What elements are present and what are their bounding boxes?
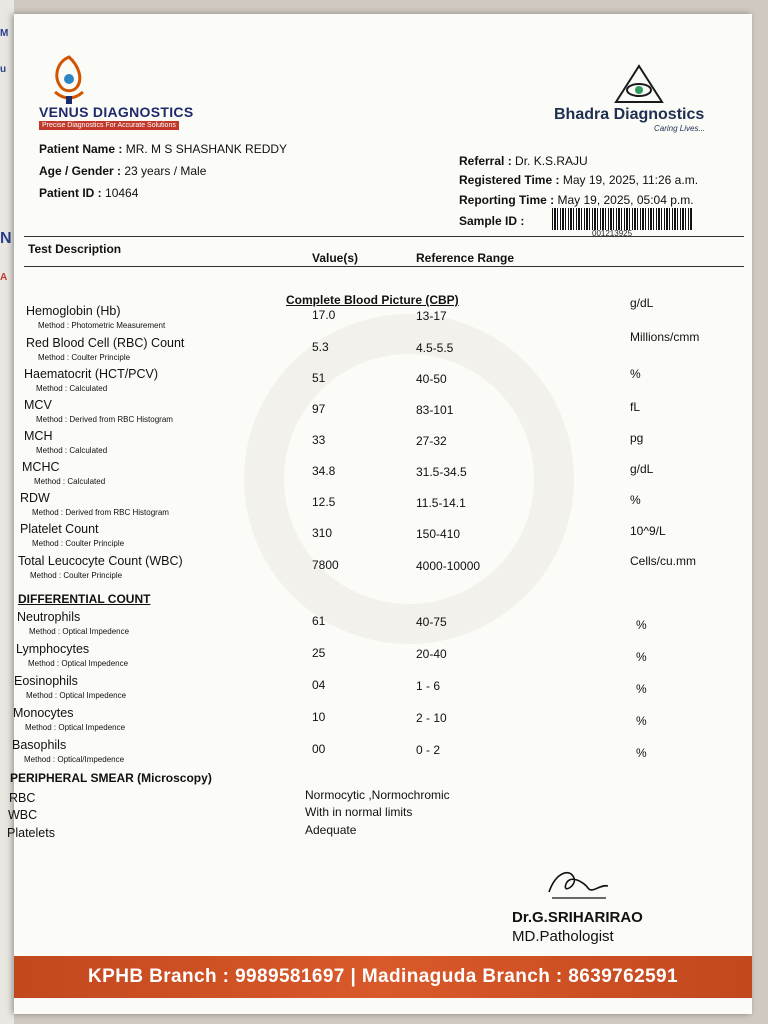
test-value: 33	[312, 433, 326, 447]
test-method: Method : Coulter Principle	[30, 571, 123, 580]
test-range: 83-101	[416, 403, 454, 417]
test-unit: %	[630, 493, 641, 507]
test-range: 1 - 6	[416, 679, 441, 693]
section-title-cbp: Complete Blood Picture (CBP)	[286, 293, 459, 307]
smear-label: RBC	[9, 791, 36, 805]
test-method: Method : Coulter Principle	[32, 539, 125, 548]
test-unit: g/dL	[630, 462, 654, 476]
test-unit: Cells/cu.mm	[630, 554, 697, 568]
background-document-edge	[0, 0, 14, 1024]
divider	[24, 266, 744, 267]
test-method: Method : Calculated	[36, 384, 108, 393]
test-range: 20-40	[416, 647, 447, 661]
smear-value: Normocytic ,Normochromic	[305, 788, 450, 802]
test-range: 2 - 10	[416, 711, 447, 725]
test-value: 10	[312, 710, 326, 724]
test-value: 5.3	[312, 340, 329, 354]
test-unit: 10^9/L	[630, 524, 666, 538]
test-name: Haematocrit (HCT/PCV)	[24, 367, 159, 381]
doctor-title: MD.Pathologist	[512, 928, 614, 945]
lab-name: VENUS DIAGNOSTICS	[39, 104, 194, 120]
reporting-time: May 19, 2025, 05:04 p.m.	[557, 193, 694, 207]
signature	[544, 864, 614, 904]
patient-name: MR. M S SHASHANK REDDY	[125, 142, 288, 156]
test-unit: %	[636, 714, 647, 728]
patient-name-row	[39, 142, 287, 156]
test-name: Neutrophils	[17, 610, 81, 624]
test-unit: %	[636, 650, 647, 664]
test-value: 00	[312, 742, 326, 756]
referral-label: Referral :	[459, 154, 512, 168]
test-range: 40-75	[416, 615, 447, 629]
edge-text: M	[0, 28, 9, 39]
test-method: Method : Optical Impedence	[28, 659, 129, 668]
test-value: 310	[312, 526, 333, 540]
test-method: Method : Derived from RBC Histogram	[32, 508, 169, 517]
sample-barcode-number: 001213925	[592, 229, 633, 238]
patient-id-label: Patient ID :	[39, 186, 102, 200]
bhadra-eye-icon	[614, 64, 664, 106]
test-value: 17.0	[312, 308, 336, 322]
test-name: MCV	[24, 398, 52, 412]
test-range: 4000-10000	[416, 559, 481, 573]
test-method: Method : Calculated	[36, 446, 108, 455]
smear-label: Platelets	[7, 826, 55, 840]
footer-branches: KPHB Branch : 9989581697 | Madinaguda Branch : 8639762591	[14, 956, 752, 998]
section-title-differential: DIFFERENTIAL COUNT	[18, 592, 151, 606]
test-value: 25	[312, 646, 326, 660]
age-gender: 23 years / Male	[124, 164, 207, 178]
doctor-name: Dr.G.SRIHARIRAO	[512, 909, 643, 926]
test-value: 51	[312, 371, 326, 385]
patient-id-row	[39, 186, 138, 200]
sample-row	[459, 214, 524, 228]
test-name: Total Leucocyte Count (WBC)	[18, 554, 183, 568]
report-sheet	[7, 14, 752, 1014]
test-name: Red Blood Cell (RBC) Count	[26, 336, 185, 350]
age-gender-label: Age / Gender :	[39, 164, 122, 178]
registered-time: May 19, 2025, 11:26 a.m.	[562, 173, 699, 187]
test-value: 61	[312, 614, 326, 628]
smear-label: WBC	[8, 808, 38, 822]
test-method: Method : Optical Impedence	[26, 691, 127, 700]
test-name: Lymphocytes	[16, 642, 90, 656]
header-range: Reference Range	[416, 251, 515, 265]
test-method: Method : Derived from RBC Histogram	[36, 415, 173, 424]
test-value: 7800	[312, 558, 339, 572]
test-name: Platelet Count	[20, 522, 99, 536]
test-unit: fL	[630, 400, 641, 414]
test-unit: %	[636, 682, 647, 696]
test-unit: pg	[630, 431, 644, 445]
test-range: 4.5-5.5	[416, 341, 454, 355]
test-unit: %	[630, 367, 641, 381]
test-range: 40-50	[416, 372, 447, 386]
test-range: 150-410	[416, 527, 461, 541]
partner-lab-tagline: Caring Lives...	[654, 124, 706, 133]
venus-logo-icon	[39, 52, 99, 107]
test-unit: g/dL	[630, 296, 654, 310]
patient-name-label: Patient Name :	[39, 142, 123, 156]
test-value: 34.8	[312, 464, 336, 478]
test-name: MCHC	[22, 460, 60, 474]
sample-barcode	[552, 208, 692, 230]
test-name: Hemoglobin (Hb)	[26, 304, 121, 318]
test-name: MCH	[24, 429, 53, 443]
test-method: Method : Photometric Measurement	[38, 321, 166, 330]
test-range: 11.5-14.1	[416, 496, 466, 510]
test-range: 0 - 2	[416, 743, 441, 757]
smear-value: With in normal limits	[305, 805, 413, 819]
test-value: 04	[312, 678, 326, 692]
smear-value: Adequate	[305, 823, 357, 837]
test-value: 97	[312, 402, 326, 416]
patient-id: 10464	[105, 186, 139, 200]
test-range: 13-17	[416, 309, 447, 323]
test-method: Method : Optical Impedence	[25, 723, 126, 732]
test-name: RDW	[20, 491, 50, 505]
edge-text: A	[0, 272, 8, 283]
referral-row	[459, 154, 588, 168]
test-name: Eosinophils	[14, 674, 78, 688]
test-unit: %	[636, 746, 647, 760]
header-test: Test Description	[28, 242, 122, 256]
test-unit: Millions/cmm	[630, 330, 700, 344]
lab-tagline: Precise Diagnostics For Accurate Solutions	[39, 121, 179, 130]
test-method: Method : Calculated	[34, 477, 106, 486]
test-method: Method : Optical/Impedence	[24, 755, 125, 764]
referral: Dr. K.S.RAJU	[515, 154, 588, 168]
sample-id-label: Sample ID :	[459, 214, 525, 228]
edge-text: N	[0, 230, 12, 247]
registered-label: Registered Time :	[459, 173, 560, 187]
test-range: 27-32	[416, 434, 447, 448]
section-title-smear: PERIPHERAL SMEAR (Microscopy)	[10, 771, 212, 785]
partner-lab-name: Bhadra Diagnostics	[554, 106, 705, 123]
reporting-row	[459, 193, 694, 207]
registered-row	[459, 173, 698, 187]
test-range: 31.5-34.5	[416, 465, 467, 479]
test-method: Method : Optical Impedence	[29, 627, 130, 636]
divider	[24, 236, 744, 237]
test-value: 12.5	[312, 495, 336, 509]
patient-age-row	[39, 164, 206, 178]
test-unit: %	[636, 618, 647, 632]
edge-text: u	[0, 64, 7, 75]
test-method: Method : Coulter Principle	[38, 353, 131, 362]
header-value: Value(s)	[312, 251, 359, 265]
test-name: Monocytes	[13, 706, 74, 720]
reporting-label: Reporting Time :	[459, 193, 555, 207]
watermark-logo	[244, 314, 574, 644]
test-name: Basophils	[12, 738, 67, 752]
